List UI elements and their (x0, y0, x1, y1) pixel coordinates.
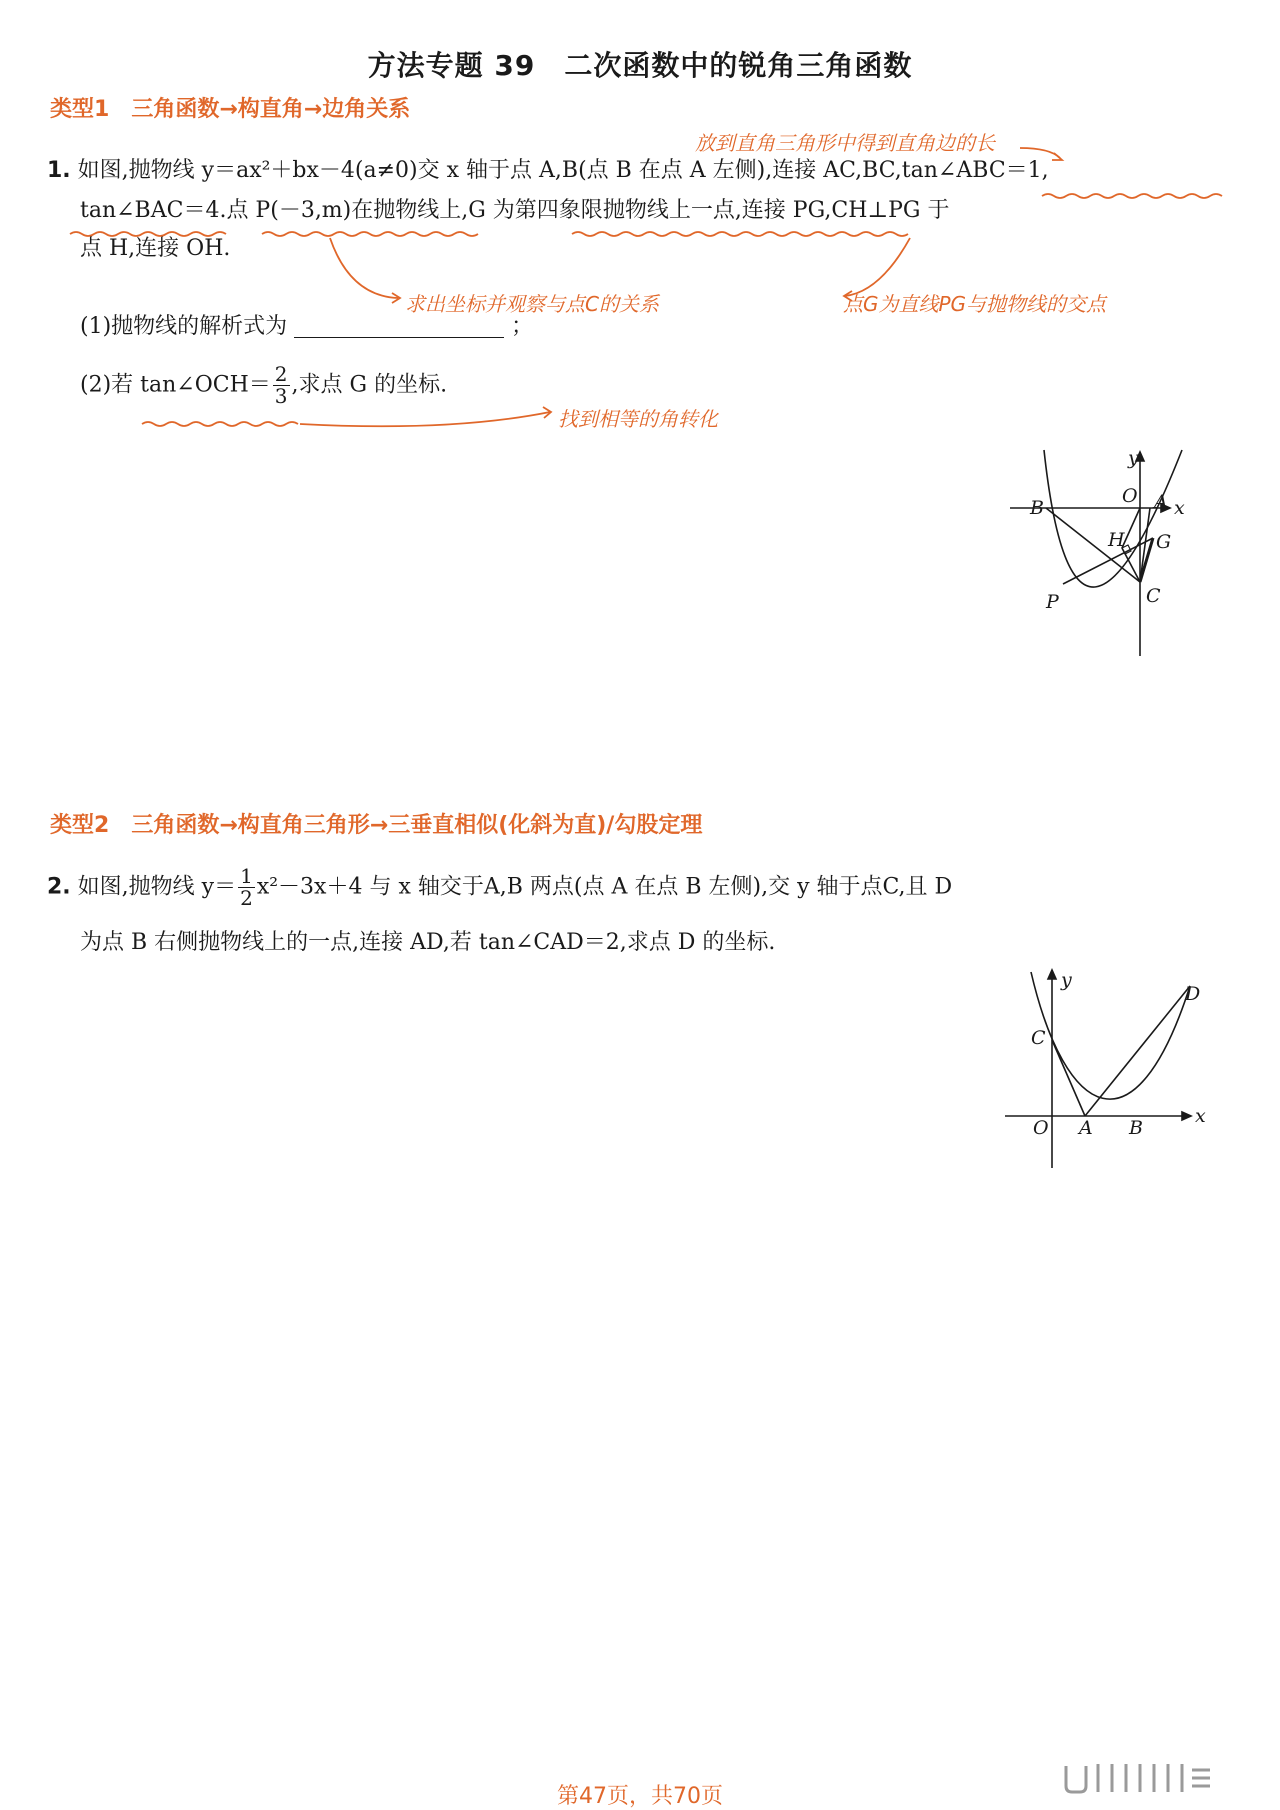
type1-label: 类型1 (50, 97, 110, 122)
fig1-parabola (1044, 450, 1182, 587)
part-1-end: ； (511, 314, 534, 339)
question-2-line-1 (47, 866, 952, 909)
fig2-label-x: x (1195, 1105, 1206, 1127)
page-title: 方法专题 39 二次函数中的锐角三角函数 (367, 49, 913, 82)
annotation-note-1: 放到直角三角形中得到直角边的长 (695, 131, 995, 155)
fig2-segment-ad (1085, 986, 1190, 1116)
fig1-label-g: G (1156, 531, 1172, 553)
question-2-prefix: 如图,抛物线 y＝ (77, 874, 237, 900)
fig2-segment-ca (1052, 1040, 1085, 1116)
fig2-label-c: C (1031, 1027, 1046, 1049)
type1-text: 三角函数→构直角→边角关系 (131, 97, 411, 122)
fig1-label-c: C (1146, 585, 1161, 607)
question-1-text-line-2: tan∠BAC＝4.点 P(－3,m)在抛物线上,G 为第四象限抛物线上一点,连接 PG,CH⊥PG 于 (80, 198, 950, 223)
type2-text: 三角函数→构直角三角形→三垂直相似(化斜为直)/勾股定理 (131, 813, 703, 838)
question-1-text-line-3: 点 H,连接 OH. (80, 236, 231, 261)
fig1-label-x: x (1174, 497, 1185, 519)
question-1-number: 1. (47, 158, 71, 183)
fraction-numerator: 2 (274, 362, 288, 386)
question-2-suffix: x²－3x＋4 与 x 轴交于A,B 两点(点 A 在点 B 左侧),交 y 轴于点C,且 D (256, 874, 953, 900)
fig1-label-o: O (1122, 485, 1138, 507)
fig1-segment-oh (1122, 508, 1140, 548)
annotation-note-4: 找到相等的角转化 (558, 407, 718, 431)
fig1-segment-ac (1140, 508, 1150, 582)
fig1-label-h: H (1108, 529, 1125, 551)
part-2-prefix: (2)若 tan∠OCH＝ (80, 372, 271, 398)
fig2-label-y: y (1061, 969, 1072, 991)
fig1-label-b: B (1030, 497, 1044, 519)
part-2-suffix: ,求点 G 的坐标. (291, 372, 448, 398)
fraction-one-half (238, 866, 255, 909)
question-1-text-line-1: 如图,抛物线 y＝ax²＋bx－4(a≠0)交 x 轴于点 A,B(点 B 在点 A 左侧),连接 AC,BC,tan∠ABC＝1, (77, 158, 1049, 183)
fig1-label-p: P (1046, 591, 1059, 613)
fig2-label-o: O (1033, 1117, 1049, 1139)
note-3-connector (845, 238, 910, 296)
fig2-x-arrow (1182, 1112, 1191, 1120)
page-number-footer: 第47页，共70页 (557, 1784, 723, 1809)
fig1-segment-bc (1046, 508, 1140, 582)
type2-label: 类型2 (50, 813, 110, 838)
figure-1 (1010, 447, 1210, 660)
fig1-label-y: y (1128, 447, 1139, 469)
fig2-label-b: B (1129, 1117, 1143, 1139)
annotation-note-2: 求出坐标并观察与点C的关系 (405, 292, 659, 316)
fig2-parabola (1031, 972, 1190, 1099)
type2-header (50, 808, 702, 839)
question-2-line-2: 为点 B 右侧抛物线上的一点,连接 AD,若 tan∠CAD＝2,求点 D 的坐标. (80, 930, 776, 955)
wavy-underline-point-p (262, 232, 478, 236)
annotation-note-3: 点G为直线PG与抛物线的交点 (843, 292, 1107, 316)
fraction-denominator: 3 (274, 384, 288, 408)
wavy-underline-tan-bac (70, 232, 226, 236)
figure-2 (1005, 968, 1215, 1168)
wavy-underline-point-g (572, 232, 908, 236)
fig1-label-a: A (1154, 491, 1168, 513)
fraction-numerator-2: 1 (240, 864, 253, 888)
part-1-text: (1)抛物线的解析式为 (80, 314, 288, 339)
fig1-segment-cg (1140, 538, 1153, 582)
fig2-label-d: D (1185, 983, 1201, 1005)
note-4-connector (300, 412, 550, 426)
fig2-y-arrow (1048, 970, 1056, 979)
fraction-denominator-2: 2 (240, 886, 253, 910)
wavy-underline-tan-och (142, 422, 298, 426)
note-2-connector (330, 238, 398, 298)
wavy-underline-tan-abc (1042, 194, 1222, 198)
fig2-label-a: A (1079, 1117, 1093, 1139)
question-2-number: 2. (47, 874, 71, 900)
